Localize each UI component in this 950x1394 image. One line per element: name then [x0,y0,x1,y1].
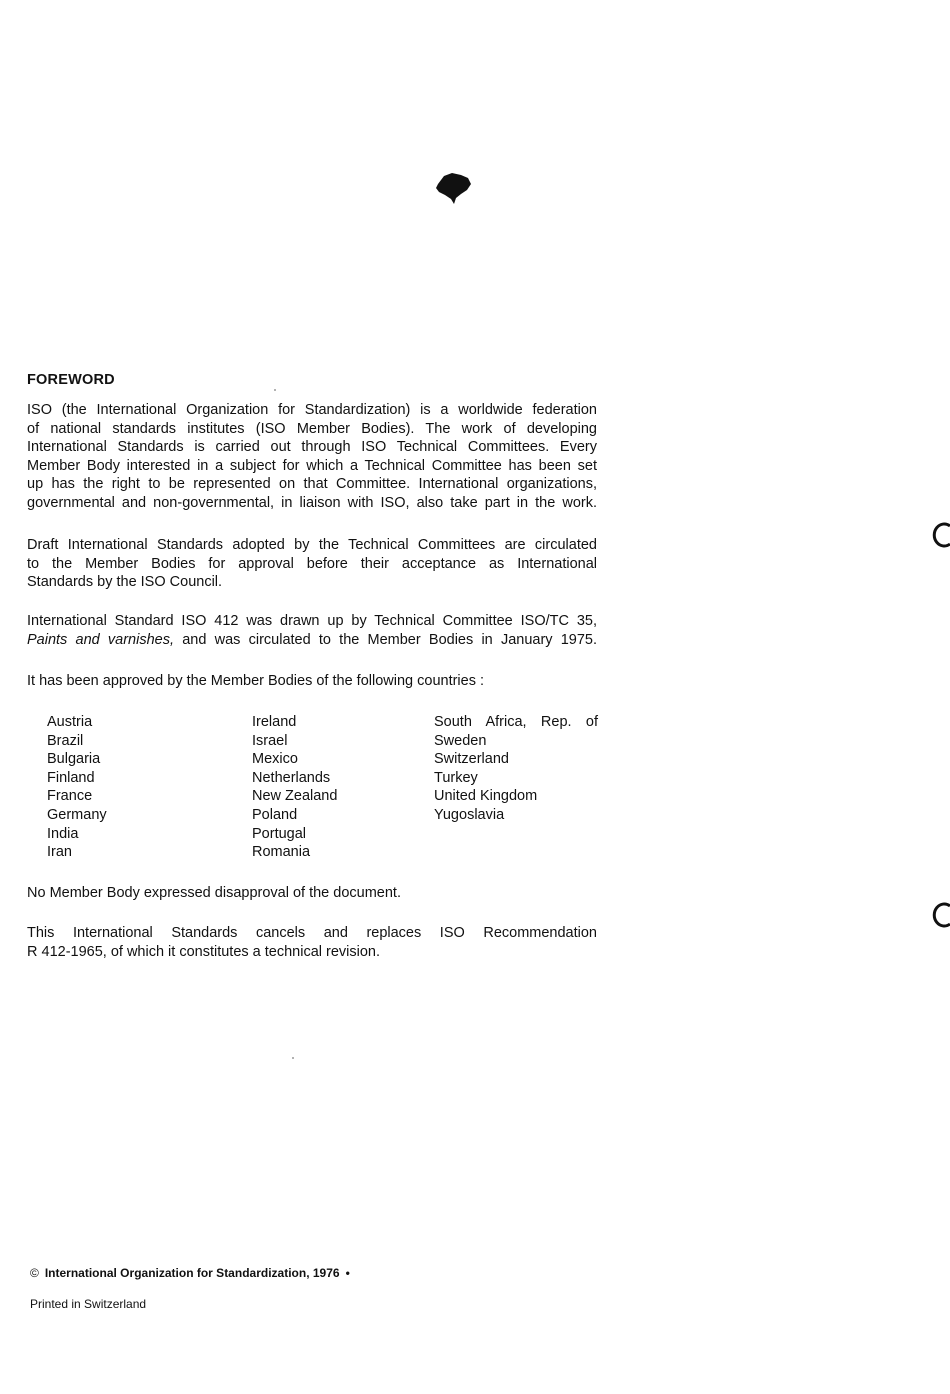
copyright-text: International Organization for Standardization, 1976 [44,1266,340,1280]
paragraph-line-rest: and was circulated to the Member Bodies in January 1975. [182,631,598,648]
foreword-paragraph-5 [27,884,597,903]
country-column-3 [434,713,598,825]
country-item: Romania [252,844,311,861]
paragraph-line: International Standards is carried out through ISO Technical Committees. Every [27,439,597,456]
copyright-symbol: © [30,1266,39,1280]
country-item: South Africa, Rep. of [434,714,598,730]
binding-hole-icon [930,902,950,928]
country-item: Finland [47,769,95,786]
country-item: Poland [252,806,298,823]
committee-title-italic: Paints and varnishes, [27,631,174,648]
paper-speck [292,1057,294,1059]
paragraph-line: governmental and non-governmental, in liaison with ISO, also take part in the work. [27,494,597,511]
country-item: Sweden [434,732,487,749]
country-item: Netherlands [252,769,331,786]
paragraph-line: It has been approved by the Member Bodies of the following countries : [27,673,485,689]
country-column-2 [252,713,337,862]
country-item: Ireland [252,714,297,730]
foreword-paragraph-2 [27,536,597,592]
country-item: New Zealand [252,788,338,805]
country-item: Brazil [47,732,84,749]
bullet-mark: • [345,1266,350,1280]
paragraph-line: Standards by the ISO Council. [27,574,223,591]
country-item: India [47,825,79,842]
paragraph-line: to the Member Bodies for approval before their acceptance as International [27,555,597,572]
paragraph-line: Draft International Standards adopted by the Technical Committees are circulated [27,537,597,553]
country-item: Portugal [252,825,307,842]
paragraph-line: No Member Body expressed disapproval of the document. [27,885,401,901]
ink-blot-mark [434,168,474,206]
paragraph-line: up has the right to be represented on that Committee. International organizations, [27,476,597,493]
country-item: United Kingdom [434,788,538,805]
foreword-paragraph-1 [27,401,597,513]
country-item: Iran [47,844,72,861]
country-item: Mexico [252,751,298,768]
foreword-heading: FOREWORD [27,372,115,388]
country-item: Turkey [434,769,478,786]
country-item: Israel [252,732,288,749]
paragraph-line: International Standard ISO 412 was drawn up by Technical Committee ISO/TC 35, [27,613,597,629]
country-item: Germany [47,806,107,823]
paragraph-line: ISO (the International Organization for Standardization) is a worldwide federation [27,402,597,418]
country-item: Bulgaria [47,751,101,768]
foreword-paragraph-4 [27,672,597,691]
country-item: Austria [47,714,93,730]
country-item: Yugoslavia [434,806,505,823]
paper-speck [274,389,276,391]
paragraph-line: Member Body interested in a subject for which a Technical Committee has been set [27,457,597,474]
country-column-1 [47,713,107,862]
country-item: France [47,788,93,805]
paragraph-line [27,631,597,650]
foreword-paragraph-3 [27,612,597,649]
country-item: Switzerland [434,751,509,768]
paragraph-line: of national standards institutes (ISO Member Bodies). The work of developing [27,420,597,437]
binding-hole-icon [930,522,950,548]
foreword-paragraph-6 [27,924,597,961]
copyright-notice [30,1266,350,1280]
paragraph-line: This International Standards cancels and replaces ISO Recommendation [27,925,597,941]
printed-in-note: Printed in Switzerland [30,1297,147,1311]
paragraph-line: R 412-1965, of which it constitutes a technical revision. [27,943,381,960]
